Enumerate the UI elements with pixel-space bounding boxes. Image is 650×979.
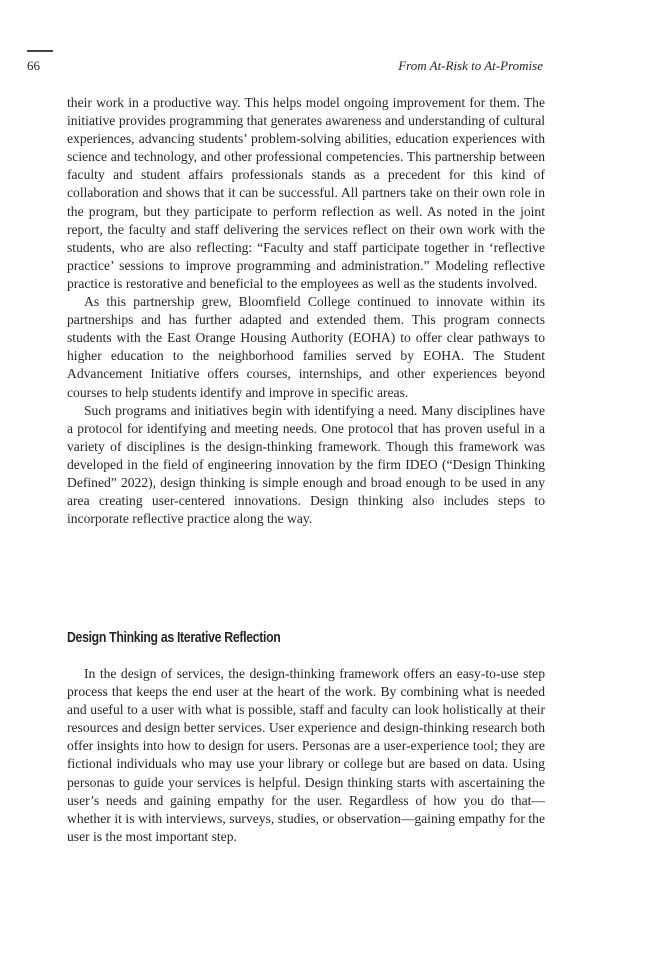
body-text <box>67 94 545 528</box>
paragraph: In the design of services, the design-thinking framework offers an easy-to-use step process that keeps the end user at the heart of the work. By combining what is needed and useful to a user with what is possible, staff and faculty can look holistically at their resources and design better services. User experience and design-thinking research both offer insights into how to design for users. Personas are a user-experience tool; they are fictional individuals who may use your library or college but are based on data. Using personas to guide your services is helpful. Design thinking starts with ascertaining the user’s needs and gaining empathy for the user. Regardless of how you do that—whether it is with interviews, surveys, studies, or observation—gaining empathy for the user is the most important step. <box>67 666 545 844</box>
running-title: From At-Risk to At-Promise <box>398 58 543 73</box>
section-heading: Design Thinking as Iterative Reflection <box>67 629 281 646</box>
paragraph: As this partnership grew, Bloomfield College continued to innovate within its partnerships and has further adapted and extended them. This program connects students with the East Orange Housing Authority (EOHA) to offer clear pathways to higher education to the neighborhood families served by EOHA. The Student Advancement Initiative offers courses, internships, and other experiences beyond courses to help students identify and improve in specific areas. <box>67 294 545 400</box>
section-body <box>67 665 545 846</box>
paragraph-continued: their work in a productive way. This helps model ongoing improvement for them. The initiative provides programming that generates awareness and understanding of cultural experiences, advancing students’ problem-solving abilities, education experiences with science and technology, and other professional competencies. This partnership between faculty and student affairs professionals stands as a precedent for this kind of collaboration and shows that it can be successful. All partners take on their own role in the program, but they participate to perform reflection as well. As noted in the joint report, the faculty and staff delivering the services reflect on their own work with the students, who are also reflecting: “Faculty and staff participate together in ‘reflective practice’ sessions to improve programming and administration.” Modeling reflective practice is restorative and beneficial to the employees as well as the students involved. <box>67 95 545 291</box>
header-rule <box>27 50 53 52</box>
paragraph: Such programs and initiatives begin with identifying a need. Many disciplines have a protocol for identifying and meeting needs. One protocol that has proven useful in a variety of disciplines is the design-thinking framework. Though this framework was developed in the field of engineering innovation by the firm IDEO (“Design Thinking Defined” 2022), design thinking is simple enough and broad enough to be used in any area creating user-centered innovations. Design thinking also includes steps to incorporate reflective practice along the way. <box>67 402 545 527</box>
page-number: 66 <box>27 58 40 73</box>
